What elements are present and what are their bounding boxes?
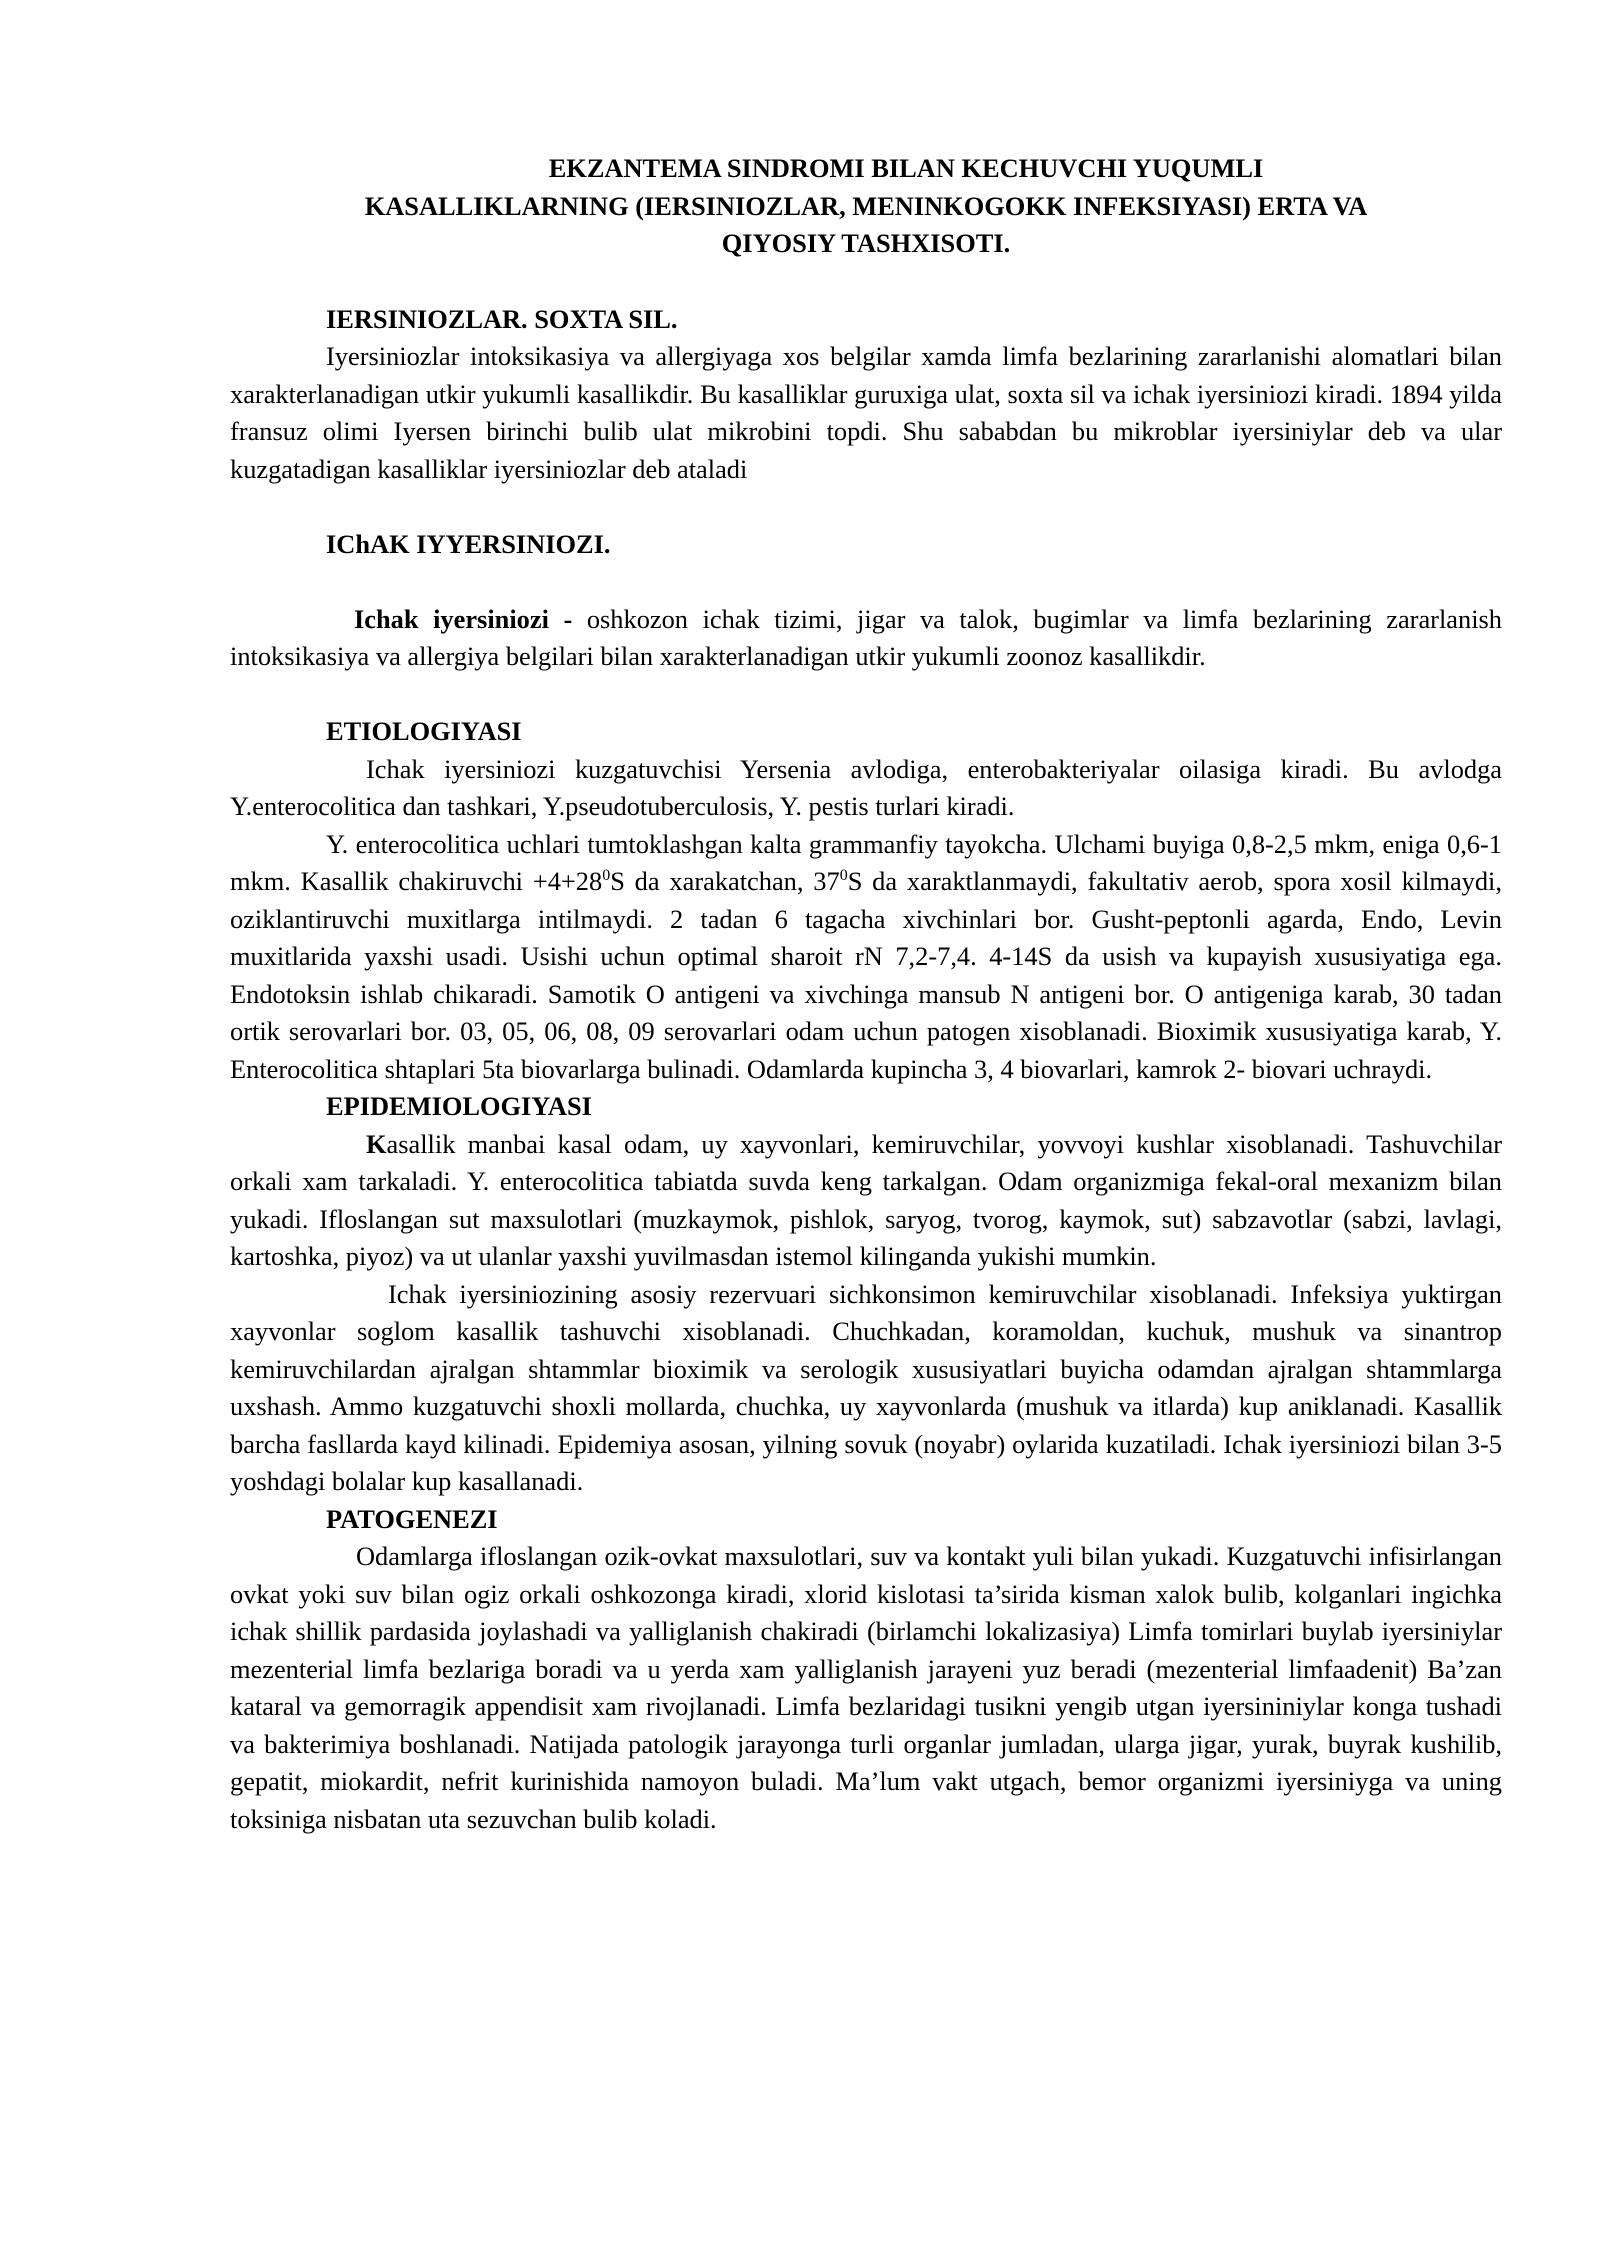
term-ichak-iyersiniozi: Ichak iyersiniozi - [354,603,587,634]
paragraph-ichak [230,601,1502,676]
section-heading-patogenez: PATOGENEZI [326,1503,498,1534]
lead-letter: K [366,1128,387,1159]
title-line-1: EKZANTEMA SINDROMI BILAN KECHUVCHI YUQUMLI [548,153,1264,183]
text-run: asallik manbai kasal odam, uy xayvonlari, kemiruvchilar, yovvoyi kushlar xisoblanadi. Tashuvchilar orkali xam tarkaladi. Y. enterocolitica tabiatda suvda keng tarkalgan. Odam organizmiga fekal-oral mexanizm bilan yukadi. Ifloslangan sut maxsulotlari (muzkaymok, pishlok, saryog, tvorog, kaymok, sut) sabzavotlar (sabzi, lavlagi, kartoshka, piyoz) va ut ulanlar yaxshi yuvilmasdan istemol kilinganda yukishi mumkin. [230,1128,1502,1271]
title-line-3: QIYOSIY TASHXISOTI. [721,228,1011,258]
title-line-2: KASALLIKLARNING (IERSINIOZLAR, MENINKOGOKK INFEKSIYASI) ERTA VA [364,190,1368,221]
paragraph-ichak-text: oshkozon ichak tizimi, jigar va talok, bugimlar va limfa bezlarining zararlanish intoksikasiya va allergiya belgilari bilan xarakterlanadigan utkir yukumli zoonoz kasallikdir. [230,603,1502,671]
section-iersiniozlar [230,301,1502,489]
paragraph-etiologiya-1: Ichak iyersiniozi kuzgatuvchisi Yersenia avlodiga, enterobakteriyalar oilasiga kiradi. Bu avlodga Y.enterocolitica dan tashkari, Y.pseudotuberculosis, Y. pestis turlari kiradi. [230,753,1502,821]
text-run: S da xaraktlanmaydi, fakultativ aerob, spora xosil kilmaydi, oziklantiruvchi muxitlarga intilmaydi. 2 tadan 6 tagacha xivchinlari bor. Gusht-peptonli agarda, Endo, Levin muxitlarida yaxshi usadi. Usishi uchun optimal sharoit rN 7,2-7,4. 4-14S da usish va kupayish xususiyatiga ega. Endotoksin ishlab chikaradi. Samotik O antigeni va xivchinga mansub N antigeni bor. O antigeniga karab, 30 tadan ortik serovarlari bor. 03, 05, 06, 08, 09 serovarlari odam uchun patogen xisoblanadi. Bioximik xususiyatiga karab, Y. Enterocolitica shtaplari 5ta biovarlarga bulinadi. Odamlarda kupincha 3, 4 biovarlari, kamrok 2- biovari uchraydi. [230,866,1502,1084]
section-heading-iersiniozlar: IERSINIOZLAR. SOXTA SIL. [326,303,678,334]
paragraph-epidemiologiya-1 [230,1126,1502,1276]
section-patogenez [230,1501,1502,1839]
spacer [230,563,1502,601]
paragraph-iersiniozlar: Iyersiniozlar intoksikasiya va allergiyaga xos belgilar xamda limfa bezlarining zararlanishi alomatlari bilan xarakterlanadigan utkir yukumli kasallikdir. Bu kasalliklar guruxiga ulat, soxta sil va ichak iyersiniozi kiradi. 1894 yilda fransuz olimi Iyersen birinchi bulib ulat mikrobini topdi. Shu sababdan bu mikroblar iyersiniylar deb va ular kuzgatadigan kasalliklar iyersiniozlar deb ataladi [230,341,1502,484]
section-ichak [230,526,1502,676]
paragraph-etiologiya-2 [230,826,1502,1089]
paragraph-epidemiologiya-2: Ichak iyersiniozining asosiy rezervuari sichkonsimon kemiruvchilar xisoblanadi. Infeksiya yuktirgan xayvonlar soglom kasallik tashuvchi xisoblanadi. Chuchkadan, koramoldan, kuchuk, mushuk va sinantrop kemiruvchilardan ajralgan shtammlar bioximik va serologik xususiyatlari buyicha odamdan ajralgan shtammlarga uxshash. Ammo kuzgatuvchi shoxli mollarda, chuchka, uy xayvonlarda (mushuk va itlarda) kup aniklanadi. Kasallik barcha fasllarda kayd kilinadi. Epidemiya asosan, yilning sovuk (noyabr) oylarida kuzatiladi. Ichak iyersiniozi bilan 3-5 yoshdagi bolalar kup kasallanadi. [230,1278,1502,1496]
spacer [230,676,1502,714]
spacer [230,488,1502,526]
section-heading-ichak: IChAK IYYERSINIOZI. [326,528,611,559]
paragraph-patogenez: Odamlarga ifloslangan ozik-ovkat maxsulotlari, suv va kontakt yuli bilan yukadi. Kuzgatuvchi infisirlangan ovkat yoki suv bilan ogiz orkali oshkozonga kiradi, xlorid kislotasi ta’sirida kisman xalok bulib, kolganlari ingichka ichak shillik pardasida joylashadi va yalliglanish chakiradi (birlamchi lokalizasiya) Limfa tomirlari buylab iyersiniylar mezenterial limfa bezlariga boradi va u yerda xam yalliglanish jarayeni yuz beradi (mezenterial limfaadenit) Ba’zan kataral va gemorragik appendisit xam rivojlanadi. Limfa bezlaridagi tusikni yengib utgan iyersininiylar konga tushadi va bakterimiya boshlanadi. Natijada patologik jarayonga turli organlar jumladan, ularga jigar, yurak, buyrak kushilib, gepatit, miokardit, nefrit kurinishida namoyon buladi. Ma’lum vakt utgach, bemor organizmi iyersiniyga va uning toksiniga nisbatan uta sezuvchan bulib koladi. [230,1541,1502,1834]
document-title [230,150,1502,263]
section-heading-epidemiologiya: EPIDEMIOLOGIYASI [326,1091,592,1121]
superscript: 0 [839,867,848,885]
section-epidemiologiya [230,1088,1502,1501]
text-run: Y. enterocolitica uchlari tumtoklashgan kalta grammanfiy tayokcha. Ulchami buyiga 0,8-2,5 mkm, eniga 0,6-1 mkm. Kasallik chakiruvchi +4+28 [230,828,1502,896]
section-etiologiya [230,713,1502,1088]
text-run: S da xarakatchan, 37 [610,866,840,896]
superscript: 0 [602,867,611,885]
section-heading-etiologiya: ETIOLOGIYASI [326,716,522,746]
